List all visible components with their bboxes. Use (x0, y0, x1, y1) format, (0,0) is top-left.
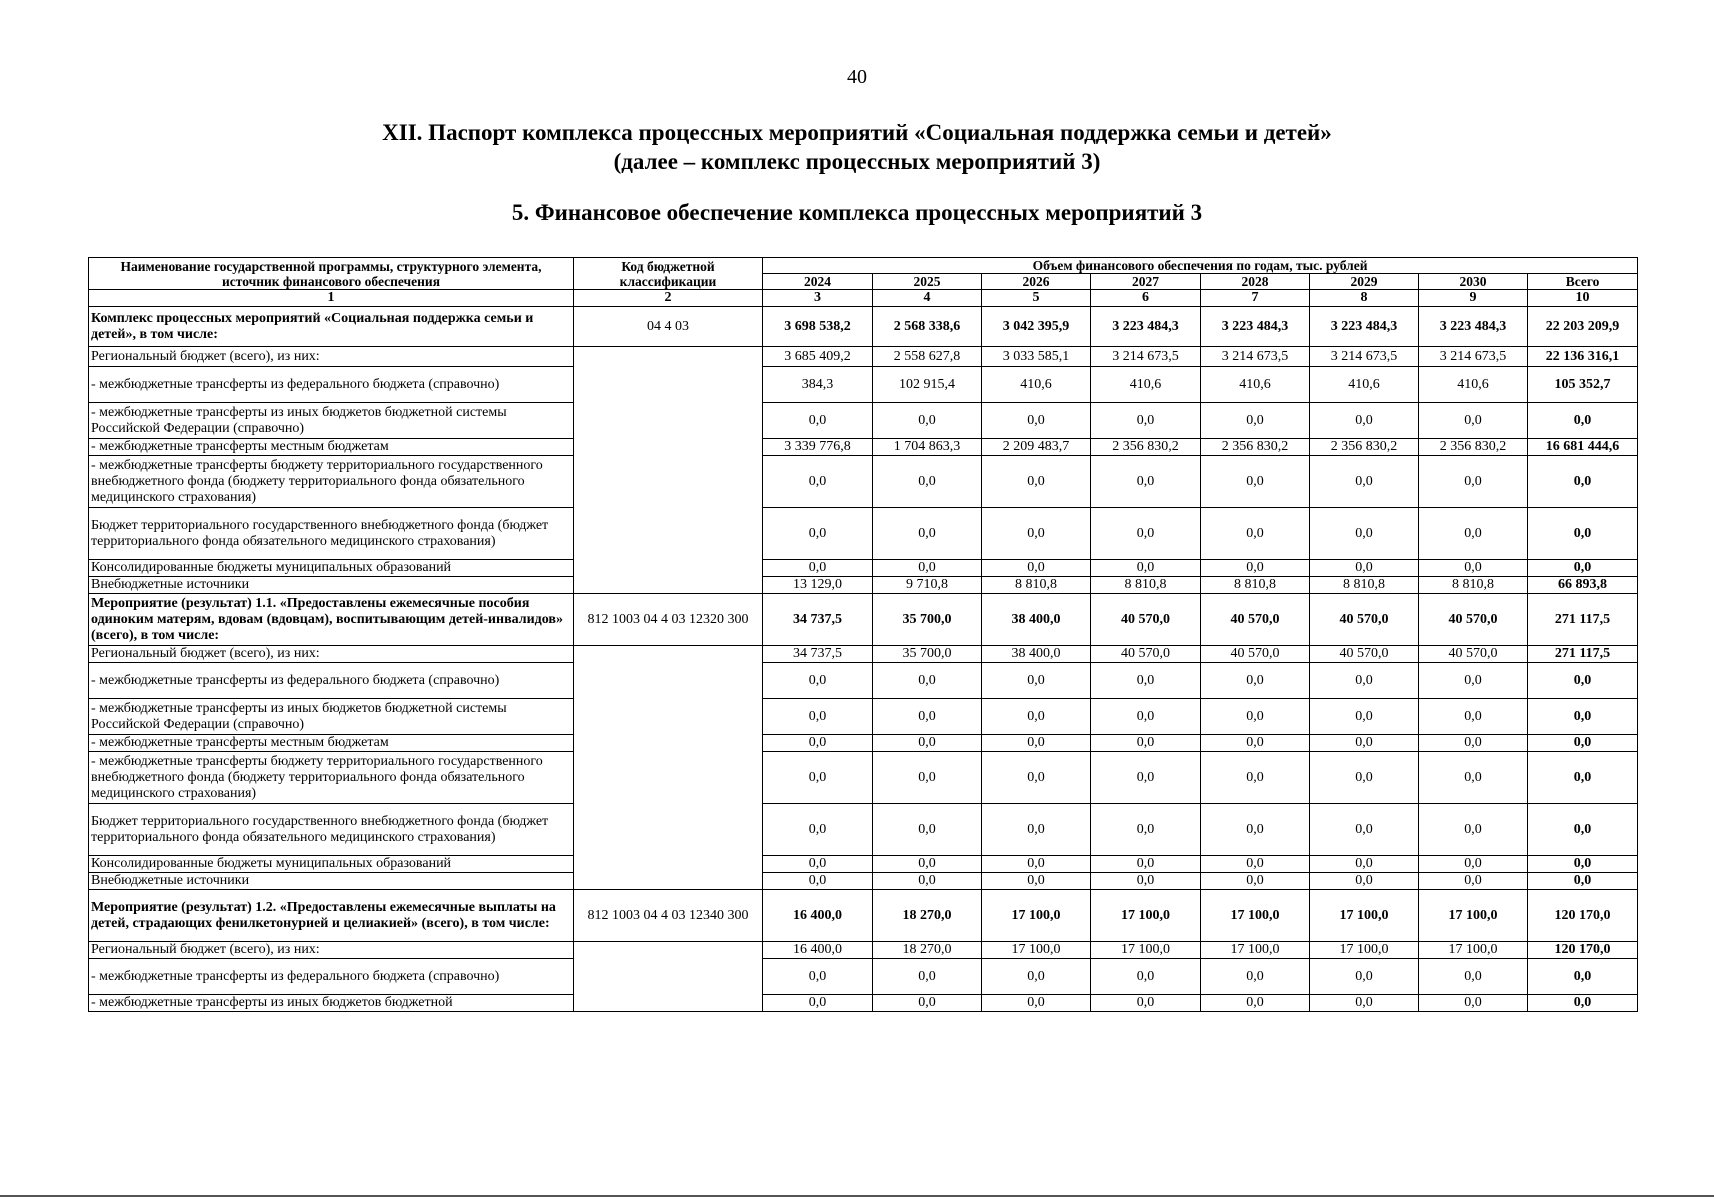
table-row (89, 699, 1638, 735)
row-value: 3 214 673,5 (1201, 347, 1310, 367)
row-value: 0,0 (1201, 508, 1310, 560)
table-row (89, 856, 1638, 873)
row-value: 0,0 (1091, 873, 1201, 890)
row-value: 0,0 (873, 804, 982, 856)
row-value: 0,0 (1310, 804, 1419, 856)
row-value: 0,0 (1419, 735, 1528, 752)
row-name: - межбюджетные трансферты из иных бюджетов бюджетной системы Российской Федерации (справочно) (89, 699, 574, 735)
row-value: 0,0 (1091, 856, 1201, 873)
column-number: 6 (1091, 290, 1201, 307)
row-value: 17 100,0 (1419, 890, 1528, 942)
row-value: 0,0 (873, 508, 982, 560)
row-name: Консолидированные бюджеты муниципальных образований (89, 560, 574, 577)
row-value: 0,0 (1091, 456, 1201, 508)
row-value: 0,0 (873, 699, 982, 735)
header-row-1 (89, 258, 1638, 274)
row-name: Мероприятие (результат) 1.1. «Предоставлены ежемесячные пособия одиноким матерям, вдовам (вдовцам), воспитывающим детей-инвалидов» (всего), в том числе: (89, 594, 574, 646)
table-row (89, 594, 1638, 646)
row-value: 0,0 (1310, 456, 1419, 508)
column-number: 3 (763, 290, 873, 307)
row-value: 8 810,8 (1091, 577, 1201, 594)
row-value: 0,0 (982, 508, 1091, 560)
row-total: 0,0 (1528, 856, 1638, 873)
row-value: 0,0 (763, 403, 873, 439)
row-total: 0,0 (1528, 735, 1638, 752)
row-value: 0,0 (1419, 752, 1528, 804)
row-name: - межбюджетные трансферты бюджету территориального государственного внебюджетного фонда (бюджету территориального фонда обязательного медицинского страхования) (89, 752, 574, 804)
row-value: 0,0 (1091, 560, 1201, 577)
column-number: 7 (1201, 290, 1310, 307)
column-number: 1 (89, 290, 574, 307)
column-number: 2 (574, 290, 763, 307)
row-value: 2 209 483,7 (982, 439, 1091, 456)
row-value: 0,0 (1310, 856, 1419, 873)
header-year: 2029 (1310, 274, 1419, 290)
row-value: 0,0 (982, 752, 1091, 804)
row-value: 0,0 (982, 995, 1091, 1012)
table-row (89, 995, 1638, 1012)
row-name: Внебюджетные источники (89, 577, 574, 594)
row-value: 0,0 (1091, 804, 1201, 856)
row-name: Консолидированные бюджеты муниципальных образований (89, 856, 574, 873)
row-value: 0,0 (982, 735, 1091, 752)
row-total: 16 681 444,6 (1528, 439, 1638, 456)
row-value: 0,0 (982, 560, 1091, 577)
row-name: Региональный бюджет (всего), из них: (89, 646, 574, 663)
row-value: 0,0 (1201, 752, 1310, 804)
row-value: 0,0 (982, 804, 1091, 856)
row-value: 2 356 830,2 (1310, 439, 1419, 456)
row-value: 3 033 585,1 (982, 347, 1091, 367)
row-value: 3 214 673,5 (1091, 347, 1201, 367)
table-row (89, 942, 1638, 959)
row-value: 0,0 (1091, 959, 1201, 995)
row-value: 0,0 (1419, 856, 1528, 873)
row-value: 0,0 (763, 508, 873, 560)
table-row (89, 959, 1638, 995)
row-value: 38 400,0 (982, 646, 1091, 663)
row-value: 0,0 (1310, 663, 1419, 699)
row-value: 0,0 (763, 959, 873, 995)
row-name: Региональный бюджет (всего), из них: (89, 347, 574, 367)
row-name: - межбюджетные трансферты из иных бюджетов бюджетной системы Российской Федерации (справочно) (89, 403, 574, 439)
header-year: 2025 (873, 274, 982, 290)
header-year: 2024 (763, 274, 873, 290)
page-bottom-line (0, 1195, 1714, 1197)
row-total: 0,0 (1528, 699, 1638, 735)
row-value: 0,0 (873, 995, 982, 1012)
row-name: - межбюджетные трансферты из федерального бюджета (справочно) (89, 367, 574, 403)
header-year: 2026 (982, 274, 1091, 290)
row-value: 0,0 (1201, 560, 1310, 577)
row-value: 0,0 (1201, 663, 1310, 699)
row-value: 8 810,8 (982, 577, 1091, 594)
row-total: 0,0 (1528, 873, 1638, 890)
row-total: 120 170,0 (1528, 890, 1638, 942)
table-row (89, 735, 1638, 752)
row-total: 22 203 209,9 (1528, 307, 1638, 347)
row-value: 0,0 (873, 959, 982, 995)
table-row (89, 347, 1638, 367)
row-value: 0,0 (1419, 508, 1528, 560)
row-value: 40 570,0 (1201, 594, 1310, 646)
row-name: Мероприятие (результат) 1.2. «Предоставлены ежемесячные выплаты на детей, страдающих фенилкетонурией и целиакией» (всего), в том числе: (89, 890, 574, 942)
table-row (89, 804, 1638, 856)
row-value: 0,0 (982, 456, 1091, 508)
row-value: 17 100,0 (1419, 942, 1528, 959)
row-value: 3 214 673,5 (1310, 347, 1419, 367)
row-value: 40 570,0 (1310, 646, 1419, 663)
header-year: 2027 (1091, 274, 1201, 290)
row-total: 0,0 (1528, 752, 1638, 804)
row-value: 17 100,0 (1091, 890, 1201, 942)
row-value: 0,0 (1091, 995, 1201, 1012)
row-value: 17 100,0 (1310, 890, 1419, 942)
row-value: 0,0 (1310, 752, 1419, 804)
row-total: 271 117,5 (1528, 594, 1638, 646)
row-value: 0,0 (873, 735, 982, 752)
row-value: 0,0 (1091, 735, 1201, 752)
row-value: 3 223 484,3 (1091, 307, 1201, 347)
row-value: 0,0 (1201, 456, 1310, 508)
header-volume: Объем финансового обеспечения по годам, тыс. рублей (763, 258, 1638, 274)
row-value: 17 100,0 (1310, 942, 1419, 959)
row-name: - межбюджетные трансферты из федерального бюджета (справочно) (89, 959, 574, 995)
column-number: 10 (1528, 290, 1638, 307)
row-value: 0,0 (763, 995, 873, 1012)
row-name: Бюджет территориального государственного внебюджетного фонда (бюджет территориального фонда обязательного медицинского страхования) (89, 508, 574, 560)
row-value: 40 570,0 (1091, 646, 1201, 663)
row-total: 0,0 (1528, 995, 1638, 1012)
row-value: 3 223 484,3 (1419, 307, 1528, 347)
row-value: 0,0 (1310, 699, 1419, 735)
header-year: 2030 (1419, 274, 1528, 290)
row-name: Внебюджетные источники (89, 873, 574, 890)
row-value: 0,0 (1201, 959, 1310, 995)
row-value: 38 400,0 (982, 594, 1091, 646)
row-value: 0,0 (982, 663, 1091, 699)
table-row (89, 307, 1638, 347)
row-value: 0,0 (873, 403, 982, 439)
header-total: Всего (1528, 274, 1638, 290)
row-value: 0,0 (982, 959, 1091, 995)
row-value: 0,0 (1310, 508, 1419, 560)
column-number: 8 (1310, 290, 1419, 307)
row-total: 0,0 (1528, 508, 1638, 560)
row-value: 0,0 (763, 663, 873, 699)
row-total: 0,0 (1528, 403, 1638, 439)
header-code: Код бюджетной классификации (574, 258, 763, 290)
title-line-2: (далее – комплекс процессных мероприятий 3) (613, 149, 1101, 174)
row-value: 2 356 830,2 (1201, 439, 1310, 456)
row-value: 0,0 (873, 752, 982, 804)
row-total: 0,0 (1528, 663, 1638, 699)
row-total: 271 117,5 (1528, 646, 1638, 663)
row-value: 0,0 (1419, 699, 1528, 735)
row-value: 0,0 (1091, 699, 1201, 735)
section-subtitle: 5. Финансовое обеспечение комплекса процессных мероприятий 3 (511, 200, 1203, 225)
table-row (89, 663, 1638, 699)
row-value: 0,0 (1201, 873, 1310, 890)
row-value: 40 570,0 (1201, 646, 1310, 663)
row-total: 0,0 (1528, 959, 1638, 995)
row-value: 0,0 (1310, 873, 1419, 890)
row-value: 410,6 (1201, 367, 1310, 403)
row-total: 0,0 (1528, 456, 1638, 508)
row-value: 9 710,8 (873, 577, 982, 594)
row-value: 0,0 (1310, 959, 1419, 995)
page-number: 40 (847, 66, 867, 88)
row-value: 40 570,0 (1419, 646, 1528, 663)
header-year: 2028 (1201, 274, 1310, 290)
row-value: 0,0 (873, 663, 982, 699)
row-value: 18 270,0 (873, 942, 982, 959)
table-row (89, 752, 1638, 804)
row-code: 812 1003 04 4 03 12320 300 (574, 594, 763, 646)
row-value: 0,0 (1091, 403, 1201, 439)
row-value: 40 570,0 (1091, 594, 1201, 646)
column-number: 5 (982, 290, 1091, 307)
row-total: 0,0 (1528, 560, 1638, 577)
row-value: 0,0 (1310, 403, 1419, 439)
row-value: 40 570,0 (1419, 594, 1528, 646)
row-value: 0,0 (873, 873, 982, 890)
row-value: 0,0 (1419, 456, 1528, 508)
row-name: Бюджет территориального государственного внебюджетного фонда (бюджет территориального фонда обязательного медицинского страхования) (89, 804, 574, 856)
row-value: 0,0 (873, 856, 982, 873)
row-value: 0,0 (1419, 804, 1528, 856)
column-number: 9 (1419, 290, 1528, 307)
row-value: 17 100,0 (982, 942, 1091, 959)
row-value: 8 810,8 (1310, 577, 1419, 594)
row-value: 2 356 830,2 (1091, 439, 1201, 456)
row-name: Комплекс процессных мероприятий «Социальная поддержка семьи и детей», в том числе: (89, 307, 574, 347)
row-name: - межбюджетные трансферты из иных бюджетов бюджетной (89, 995, 574, 1012)
row-code: 812 1003 04 4 03 12340 300 (574, 890, 763, 942)
table-row (89, 367, 1638, 403)
row-value: 0,0 (873, 456, 982, 508)
row-value: 410,6 (1310, 367, 1419, 403)
row-value: 102 915,4 (873, 367, 982, 403)
row-value: 0,0 (982, 699, 1091, 735)
financial-table (88, 257, 1638, 1012)
row-code: 04 4 03 (574, 307, 763, 347)
row-value: 16 400,0 (763, 890, 873, 942)
row-value: 3 339 776,8 (763, 439, 873, 456)
row-value: 0,0 (873, 560, 982, 577)
row-value: 3 698 538,2 (763, 307, 873, 347)
row-value: 0,0 (1201, 403, 1310, 439)
row-name: Региональный бюджет (всего), из них: (89, 942, 574, 959)
table-row (89, 560, 1638, 577)
row-name: - межбюджетные трансферты местным бюджетам (89, 439, 574, 456)
row-value: 17 100,0 (1201, 942, 1310, 959)
row-value: 17 100,0 (1201, 890, 1310, 942)
row-value: 0,0 (763, 856, 873, 873)
row-value: 2 558 627,8 (873, 347, 982, 367)
header-name: Наименование государственной программы, структурного элемента, источник финансового обеспечения (89, 258, 574, 290)
row-value: 0,0 (1419, 663, 1528, 699)
row-value: 34 737,5 (763, 594, 873, 646)
row-value: 3 214 673,5 (1419, 347, 1528, 367)
row-total: 120 170,0 (1528, 942, 1638, 959)
row-value: 17 100,0 (1091, 942, 1201, 959)
row-value: 0,0 (763, 456, 873, 508)
table-row (89, 508, 1638, 560)
row-value: 2 356 830,2 (1419, 439, 1528, 456)
row-value: 0,0 (1201, 995, 1310, 1012)
row-value: 3 223 484,3 (1310, 307, 1419, 347)
row-value: 0,0 (1201, 804, 1310, 856)
row-name: - межбюджетные трансферты местным бюджетам (89, 735, 574, 752)
row-total: 105 352,7 (1528, 367, 1638, 403)
table-row (89, 403, 1638, 439)
row-value: 3 223 484,3 (1201, 307, 1310, 347)
row-value: 0,0 (1091, 663, 1201, 699)
table-row (89, 577, 1638, 594)
row-value: 40 570,0 (1310, 594, 1419, 646)
row-value: 0,0 (763, 699, 873, 735)
title-line-1: XII. Паспорт комплекса процессных мероприятий «Социальная поддержка семьи и детей» (382, 120, 1332, 145)
row-value: 0,0 (1419, 959, 1528, 995)
row-value: 0,0 (1419, 560, 1528, 577)
row-value: 0,0 (1201, 699, 1310, 735)
row-value: 410,6 (1091, 367, 1201, 403)
row-value: 16 400,0 (763, 942, 873, 959)
row-total: 22 136 316,1 (1528, 347, 1638, 367)
row-name: - межбюджетные трансферты из федерального бюджета (справочно) (89, 663, 574, 699)
row-value: 0,0 (982, 403, 1091, 439)
row-value: 0,0 (1310, 995, 1419, 1012)
row-name: - межбюджетные трансферты бюджету территориального государственного внебюджетного фонда (бюджету территориального фонда обязательного медицинского страхования) (89, 456, 574, 508)
row-value: 8 810,8 (1419, 577, 1528, 594)
row-value: 0,0 (1091, 508, 1201, 560)
row-value: 0,0 (1419, 995, 1528, 1012)
row-value: 384,3 (763, 367, 873, 403)
row-value: 0,0 (1201, 856, 1310, 873)
page-title (0, 118, 1714, 176)
row-value: 0,0 (982, 873, 1091, 890)
row-value: 35 700,0 (873, 646, 982, 663)
column-number: 4 (873, 290, 982, 307)
row-value: 17 100,0 (982, 890, 1091, 942)
row-value: 0,0 (763, 752, 873, 804)
row-value: 13 129,0 (763, 577, 873, 594)
table-row (89, 646, 1638, 663)
row-value: 0,0 (1310, 560, 1419, 577)
row-value: 0,0 (1201, 735, 1310, 752)
row-value: 0,0 (1419, 403, 1528, 439)
row-value: 0,0 (763, 735, 873, 752)
row-total: 66 893,8 (1528, 577, 1638, 594)
row-value: 0,0 (763, 560, 873, 577)
row-value: 3 042 395,9 (982, 307, 1091, 347)
table-row (89, 456, 1638, 508)
table-row (89, 890, 1638, 942)
table-row (89, 439, 1638, 456)
row-value: 0,0 (763, 873, 873, 890)
row-value: 35 700,0 (873, 594, 982, 646)
row-value: 0,0 (1310, 735, 1419, 752)
row-value: 34 737,5 (763, 646, 873, 663)
row-total: 0,0 (1528, 804, 1638, 856)
row-value: 8 810,8 (1201, 577, 1310, 594)
row-value: 410,6 (1419, 367, 1528, 403)
row-value: 2 568 338,6 (873, 307, 982, 347)
row-code (574, 646, 763, 890)
row-value: 0,0 (1419, 873, 1528, 890)
row-value: 0,0 (982, 856, 1091, 873)
row-value: 410,6 (982, 367, 1091, 403)
row-value: 0,0 (1091, 752, 1201, 804)
column-numbers-row (89, 290, 1638, 307)
row-value: 18 270,0 (873, 890, 982, 942)
row-value: 1 704 863,3 (873, 439, 982, 456)
table-row (89, 873, 1638, 890)
row-code (574, 347, 763, 594)
row-code (574, 942, 763, 1012)
row-value: 3 685 409,2 (763, 347, 873, 367)
row-value: 0,0 (763, 804, 873, 856)
